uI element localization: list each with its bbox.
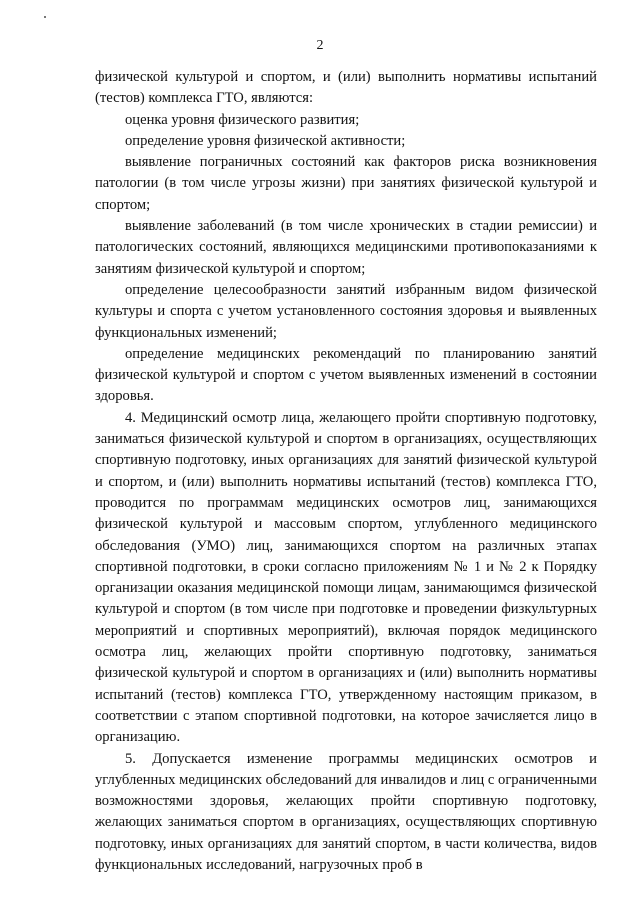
paragraph-clause-5: 5. Допускается изменение программы медицинских осмотров и углубленных медицинских обследований для инвалидов и лиц с ограниченными возможностями здоровья, желающих пройти спортивную подготовку, желающих заниматься спортом в организациях, осуществляющих спортивную подготовку, иных организациях для занятий спортом, в части количества, видов функциональных исследований, нагрузочных проб в bbox=[95, 750, 597, 873]
paragraph-list-item: выявление заболеваний (в том числе хронических в стадии ремиссии) и патологических состояний, являющихся медицинскими противопоказаниями к занятиям физической культурой и спортом; bbox=[95, 218, 597, 277]
paragraph-clause-4: 4. Медицинский осмотр лица, желающего пройти спортивную подготовку, заниматься физической культурой и спортом в организациях, осуществляющих спортивную подготовку, иных организациях для занятий физической культурой и спортом, и (или) выполнить нормативы испытаний (тестов) комплекса ГТО, проводится по программам медицинских осмотров лиц, занимающихся физической культурой и массовым спортом, углубленного медицинского обследования (УМО) лиц, занимающихся спортом на различных этапах спортивной подготовки, в сроки согласно приложениям № 1 и № 2 к Порядку организации оказания медицинской помощи лицам, занимающимся физической культурой и спортом (в том числе при подготовке и проведении физкультурных мероприятий и спортивных мероприятий), включая порядок медицинского осмотра лиц, желающих пройти спортивную подготовку, заниматься физической культурой и спортом в организациях и (или) выполнить нормативы испытаний (тестов) комплекса ГТО, утвержденному настоящим приказом, в соответствии с этапом спортивной подготовки, на которое зачисляется лицо в организацию. bbox=[95, 409, 597, 746]
paragraph-list-item: определение медицинских рекомендаций по планированию занятий физической культурой и спортом с учетом выявленных изменений в состоянии здоровья. bbox=[95, 345, 597, 405]
paragraph-list-item: определение целесообразности занятий избранным видом физической культуры и спорта с учетом установленного состояния здоровья и выявленных функциональных изменений; bbox=[95, 281, 597, 341]
paragraph-list-item: определение уровня физической активности; bbox=[125, 132, 406, 149]
scan-speck bbox=[44, 16, 46, 18]
document-body bbox=[95, 67, 597, 876]
page-number: 2 bbox=[316, 38, 324, 53]
paragraph-list-item: оценка уровня физического развития; bbox=[125, 111, 360, 128]
paragraph-continuation: физической культурой и спортом, и (или) выполнить нормативы испытаний (тестов) комплекса ГТО, являются: bbox=[95, 69, 597, 107]
paragraph-list-item: выявление пограничных состояний как факторов риска возникновения патологии (в том числе угрозы жизни) при занятиях физической культурой и спортом; bbox=[95, 154, 597, 213]
